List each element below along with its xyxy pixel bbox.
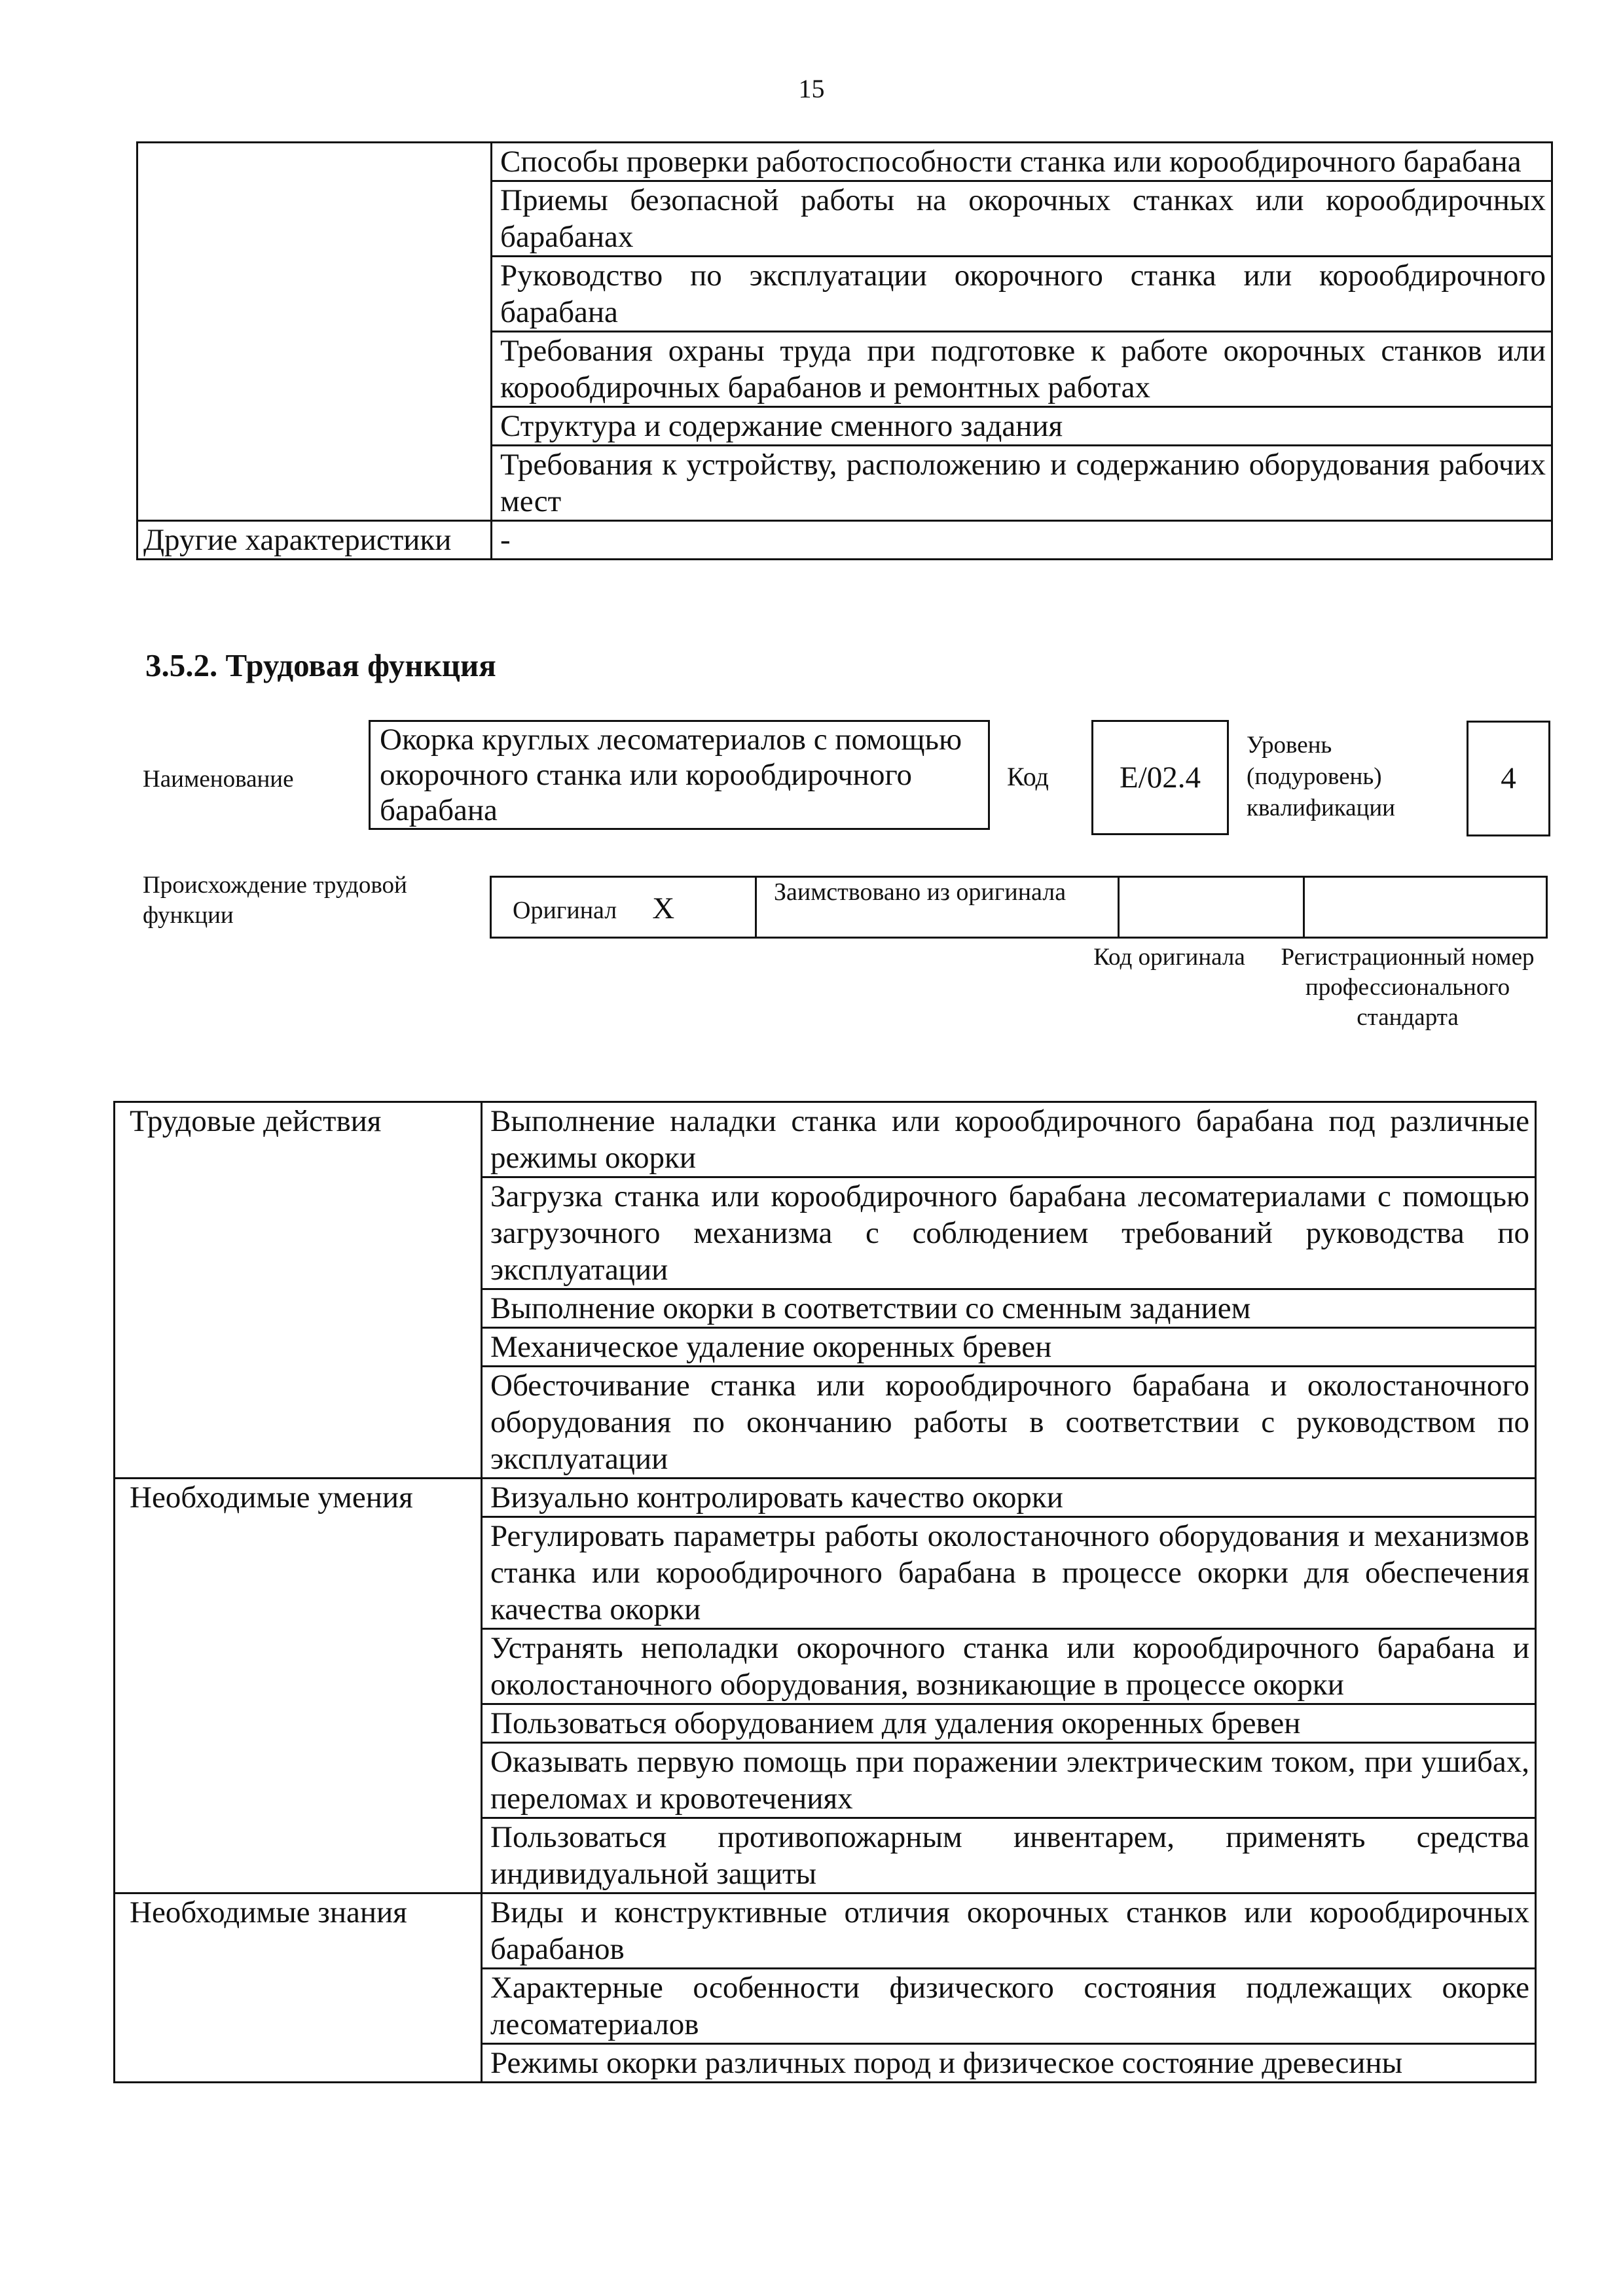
table-cell: Приемы безопасной работы на окорочных станках или корообдирочных барабанах [492, 181, 1552, 257]
empty-label-cell [137, 143, 492, 521]
table-cell: Требования к устройству, расположению и содержанию оборудования рабочих мест [492, 446, 1552, 521]
name-label: Наименование [143, 766, 294, 793]
group-label: Необходимые умения [115, 1479, 482, 1893]
table-cell: Пользоваться оборудованием для удаления окоренных бревен [482, 1704, 1536, 1743]
table-cell: Способы проверки работоспособности станка или корообдирочного барабана [492, 143, 1552, 181]
table-cell: Руководство по эксплуатации окорочного станка или корообдирочного барабана [492, 257, 1552, 332]
code-label: Код [1007, 762, 1049, 791]
table-cell: Загрузка станка или корообдирочного барабана лесоматериалами с помощью загрузочного механизма с соблюдением требований руководства по эксплуатации [482, 1177, 1536, 1289]
table-cell: Регулировать параметры работы околостаночного оборудования и механизмов станка или корообдирочного барабана в процессе окорки для обеспечения качества окорки [482, 1517, 1536, 1629]
table-cell: Виды и конструктивные отличия окорочных станков или корообдирочных барабанов [482, 1893, 1536, 1969]
table-cell: Структура и содержание сменного задания [492, 407, 1552, 446]
table-cell: Оказывать первую помощь при поражении электрическим током, при ушибах, переломах и кровотечениях [482, 1743, 1536, 1818]
table-cell: Устранять неполадки окорочного станка или корообдирочного барабана и околостаночного оборудования, возникающие в процессе окорки [482, 1629, 1536, 1704]
table-cell: Режимы окорки различных пород и физическое состояние древесины [482, 2044, 1536, 2083]
code-original-caption: Код оригинала [1093, 944, 1245, 971]
table-cell: Механическое удаление окоренных бревен [482, 1328, 1536, 1367]
origin-borrowed-cell [756, 877, 1119, 938]
borrowed-label: Заимствовано из оригинала [774, 878, 1067, 906]
origin-original-cell [491, 877, 756, 938]
origin-reg-cell [1304, 877, 1547, 938]
table-cell: Обесточивание станка или корообдирочного барабана и околостаночного оборудования по окончанию работы в соответствии с руководством по эксплуатации [482, 1367, 1536, 1479]
table-cell: Требования охраны труда при подготовке к работе окорочных станков или корообдирочных барабанов и ремонтных работах [492, 332, 1552, 407]
table-cell: Характерные особенности физического состояния подлежащих окорке лесоматериалов [482, 1969, 1536, 2044]
reg-number-caption: Регистрационный номер профессионального стандарта [1281, 944, 1535, 1031]
level-value: 4 [1467, 721, 1550, 836]
origin-table [490, 876, 1548, 939]
section-title: 3.5.2. Трудовая функция [145, 647, 496, 683]
name-value: Окорка круглых лесоматериалов с помощью окорочного станка или корообдирочного барабана [380, 723, 962, 827]
table-cell: Визуально контролировать качество окорки [482, 1479, 1536, 1517]
name-value-box [369, 720, 990, 830]
knowledge-continuation-table [136, 141, 1553, 560]
original-mark: X [652, 891, 675, 925]
function-table [113, 1101, 1537, 2083]
table-cell: Пользоваться противопожарным инвентарем, применять средства индивидуальной защиты [482, 1818, 1536, 1893]
other-label: Другие характеристики [137, 521, 492, 560]
table-cell: Выполнение окорки в соответствии со сменным заданием [482, 1289, 1536, 1328]
code-value: E/02.4 [1091, 720, 1229, 835]
origin-code-cell [1119, 877, 1304, 938]
group-label: Трудовые действия [115, 1102, 482, 1479]
group-label: Необходимые знания [115, 1893, 482, 2083]
original-label: Оригинал [513, 897, 617, 924]
level-label: Уровень (подуровень) квалификации [1247, 732, 1395, 821]
table-cell: Выполнение наладки станка или корообдирочного барабана под различные режимы окорки [482, 1102, 1536, 1177]
page-number: 15 [798, 74, 825, 103]
origin-label: Происхождение трудовой функции [143, 872, 407, 929]
other-value: - [492, 521, 1552, 560]
